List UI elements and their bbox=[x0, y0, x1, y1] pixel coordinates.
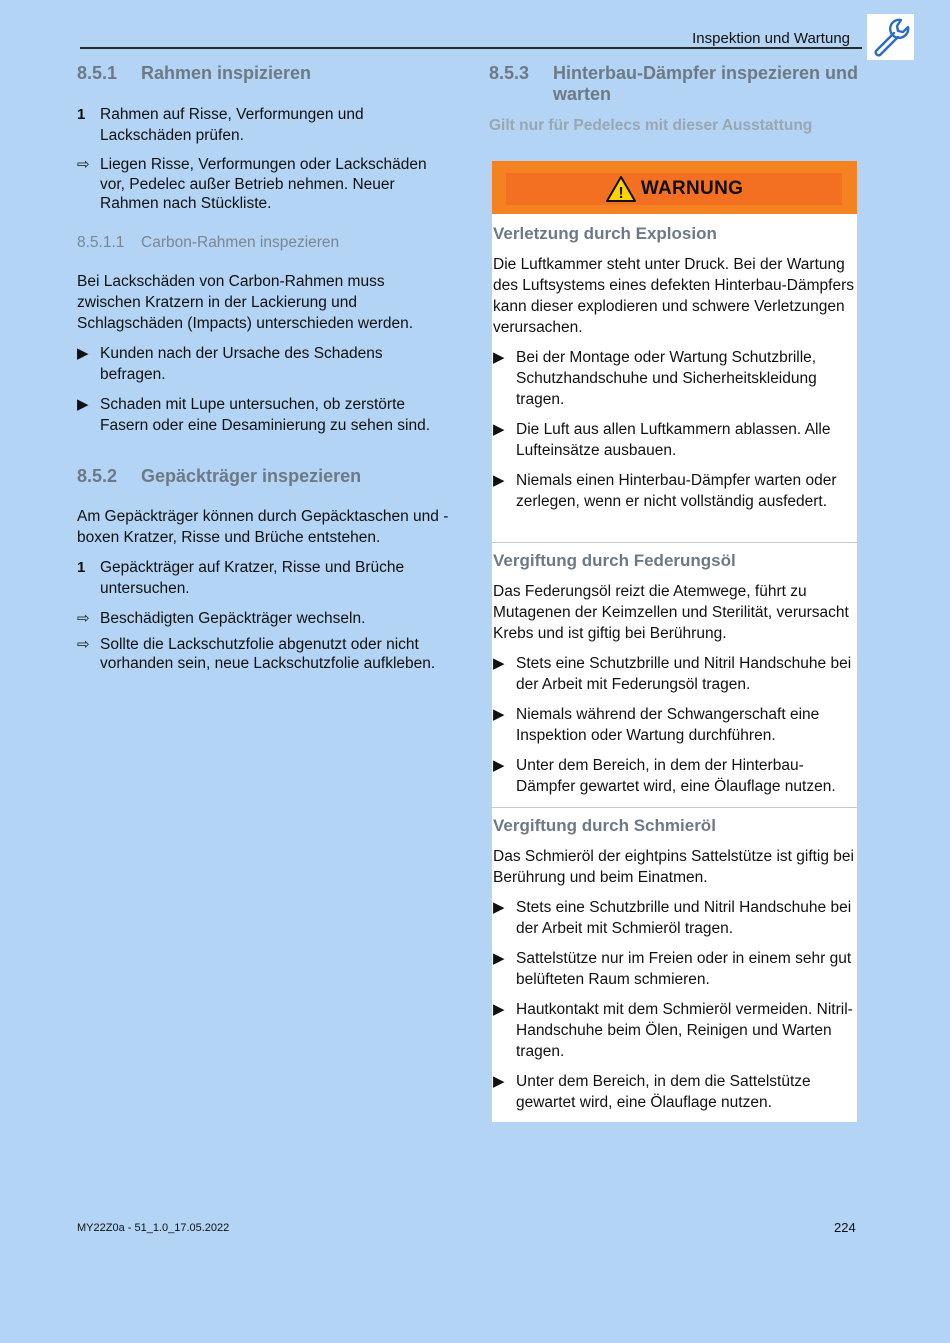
bullet-item: ▶ Sattelstütze nur im Freien oder in einem sehr gut belüfteten Raum schmieren. bbox=[493, 950, 852, 988]
warning-label: WARNUNG bbox=[640, 178, 744, 199]
wrench-icon bbox=[867, 14, 914, 60]
bullet-item: ▶ Schaden mit Lupe untersuchen, ob zerstörte Fasern oder eine Desaminierung zu sehen sind. bbox=[77, 395, 430, 434]
page-number: 224 bbox=[834, 1220, 856, 1235]
bullet-item: ▶ Unter dem Bereich, in dem der Hinterbau-Dämpfer gewartet wird, eine Ölauflage nutzen. bbox=[493, 757, 836, 795]
step-item: 1 Rahmen auf Risse, Verformungen und Lackschäden prüfen. bbox=[77, 106, 364, 144]
warning-banner bbox=[506, 173, 842, 205]
section-8-5-1-1-heading: 8.5.1.1 Carbon-Rahmen inspezieren bbox=[77, 233, 340, 251]
warning-content bbox=[493, 223, 859, 512]
paragraph: Bei Lackschäden von Carbon-Rahmen muss zwischen Kratzern in der Lackierung und Schlagschäden (Impacts) unterschieden werden. bbox=[77, 272, 414, 332]
header-title: Inspektion und Wartung bbox=[692, 30, 850, 47]
oil-section bbox=[493, 550, 859, 797]
left-column bbox=[77, 63, 449, 674]
result-item: ⇨ Beschädigten Gepäckträger wechseln. bbox=[77, 609, 366, 627]
bullet-item: ▶ Niemals während der Schwangerschaft eine Inspektion oder Wartung durchführen. bbox=[493, 706, 820, 744]
bullet-item: ▶ Niemals einen Hinterbau-Dämpfer warten oder zerlegen, wenn er nicht vollständig ausfedert. bbox=[493, 472, 837, 510]
header-rule bbox=[80, 47, 862, 49]
oil-paragraph: Das Federungsöl reizt die Atemwege, führt zu Mutagenen der Keimzellen und Sterilität, verursacht Krebs und ist giftig bei Berührung. bbox=[493, 583, 849, 642]
divider bbox=[492, 807, 857, 808]
result-item: ⇨ Liegen Risse, Verformungen oder Lackschäden vor, Pedelec außer Betrieb nehmen. Neuer Rahmen nach Stückliste. bbox=[77, 156, 427, 212]
lube-heading: Vergiftung durch Schmieröl bbox=[493, 816, 716, 835]
bullet-item: ▶ Bei der Montage oder Wartung Schutzbrille, Schutzhandschuhe und Sicherheitskleidung tragen. bbox=[493, 349, 817, 408]
warning-triangle-icon bbox=[605, 175, 637, 203]
paragraph: Am Gepäckträger können durch Gepäcktaschen und -boxen Kratzer, Risse und Brüche entstehen. bbox=[77, 507, 449, 546]
bullet-item: ▶ Unter dem Bereich, in dem die Sattelstütze gewartet wird, eine Ölauflage nutzen. bbox=[493, 1073, 811, 1111]
result-item: ⇨ Sollte die Lackschutzfolie abgenutzt oder nicht vorhanden sein, neue Lackschutzfolie aufkleben. bbox=[77, 635, 436, 672]
bullet-item: ▶ Hautkontakt mit dem Schmieröl vermeiden. Nitril-Handschuhe beim Ölen, Reinigen und Warten tragen. bbox=[493, 1001, 853, 1060]
bullet-item: ▶ Die Luft aus allen Luftkammern ablassen. Alle Lufteinsätze ausbauen. bbox=[493, 421, 831, 459]
bullet-item: ▶ Stets eine Schutzbrille und Nitril Handschuhe bei der Arbeit mit Federungsöl tragen. bbox=[493, 655, 852, 693]
lube-section bbox=[493, 815, 859, 1113]
applies-note: Gilt nur für Pedelecs mit dieser Ausstattung bbox=[489, 117, 813, 134]
section-8-5-2-heading: 8.5.2 Gepäckträger inspezieren bbox=[77, 465, 362, 486]
section-8-5-3-heading: 8.5.3 Hinterbau-Dämpfer inspezieren und warten Gilt nur für Pedelecs mit dieser Ausstattung bbox=[489, 63, 859, 134]
step-item: 1 Gepäckträger auf Kratzer, Risse und Brüche untersuchen. bbox=[77, 558, 405, 597]
footer-doc-id: MY22Z0a - 51_1.0_17.05.2022 bbox=[77, 1222, 230, 1234]
divider bbox=[492, 542, 857, 543]
explosion-paragraph: Die Luftkammer steht unter Druck. Bei der Wartung des Luftsystems eines defekten Hinterbau-Dämpfers kann dieser explodieren und schwere Verletzungen verursachen. bbox=[493, 256, 854, 336]
explosion-heading: Verletzung durch Explosion bbox=[493, 224, 717, 243]
lube-paragraph: Das Schmieröl der eightpins Sattelstütze ist giftig bei Berührung und beim Einatmen. bbox=[493, 848, 854, 886]
oil-heading: Vergiftung durch Federungsöl bbox=[493, 551, 736, 570]
svg-text:!: ! bbox=[618, 185, 624, 202]
section-8-5-1-heading: 8.5.1 Rahmen inspizieren bbox=[77, 63, 312, 83]
bullet-item: ▶ Kunden nach der Ursache des Schadens befragen. bbox=[77, 344, 383, 383]
bullet-item: ▶ Stets eine Schutzbrille und Nitril Handschuhe bei der Arbeit mit Schmieröl tragen. bbox=[493, 899, 852, 937]
